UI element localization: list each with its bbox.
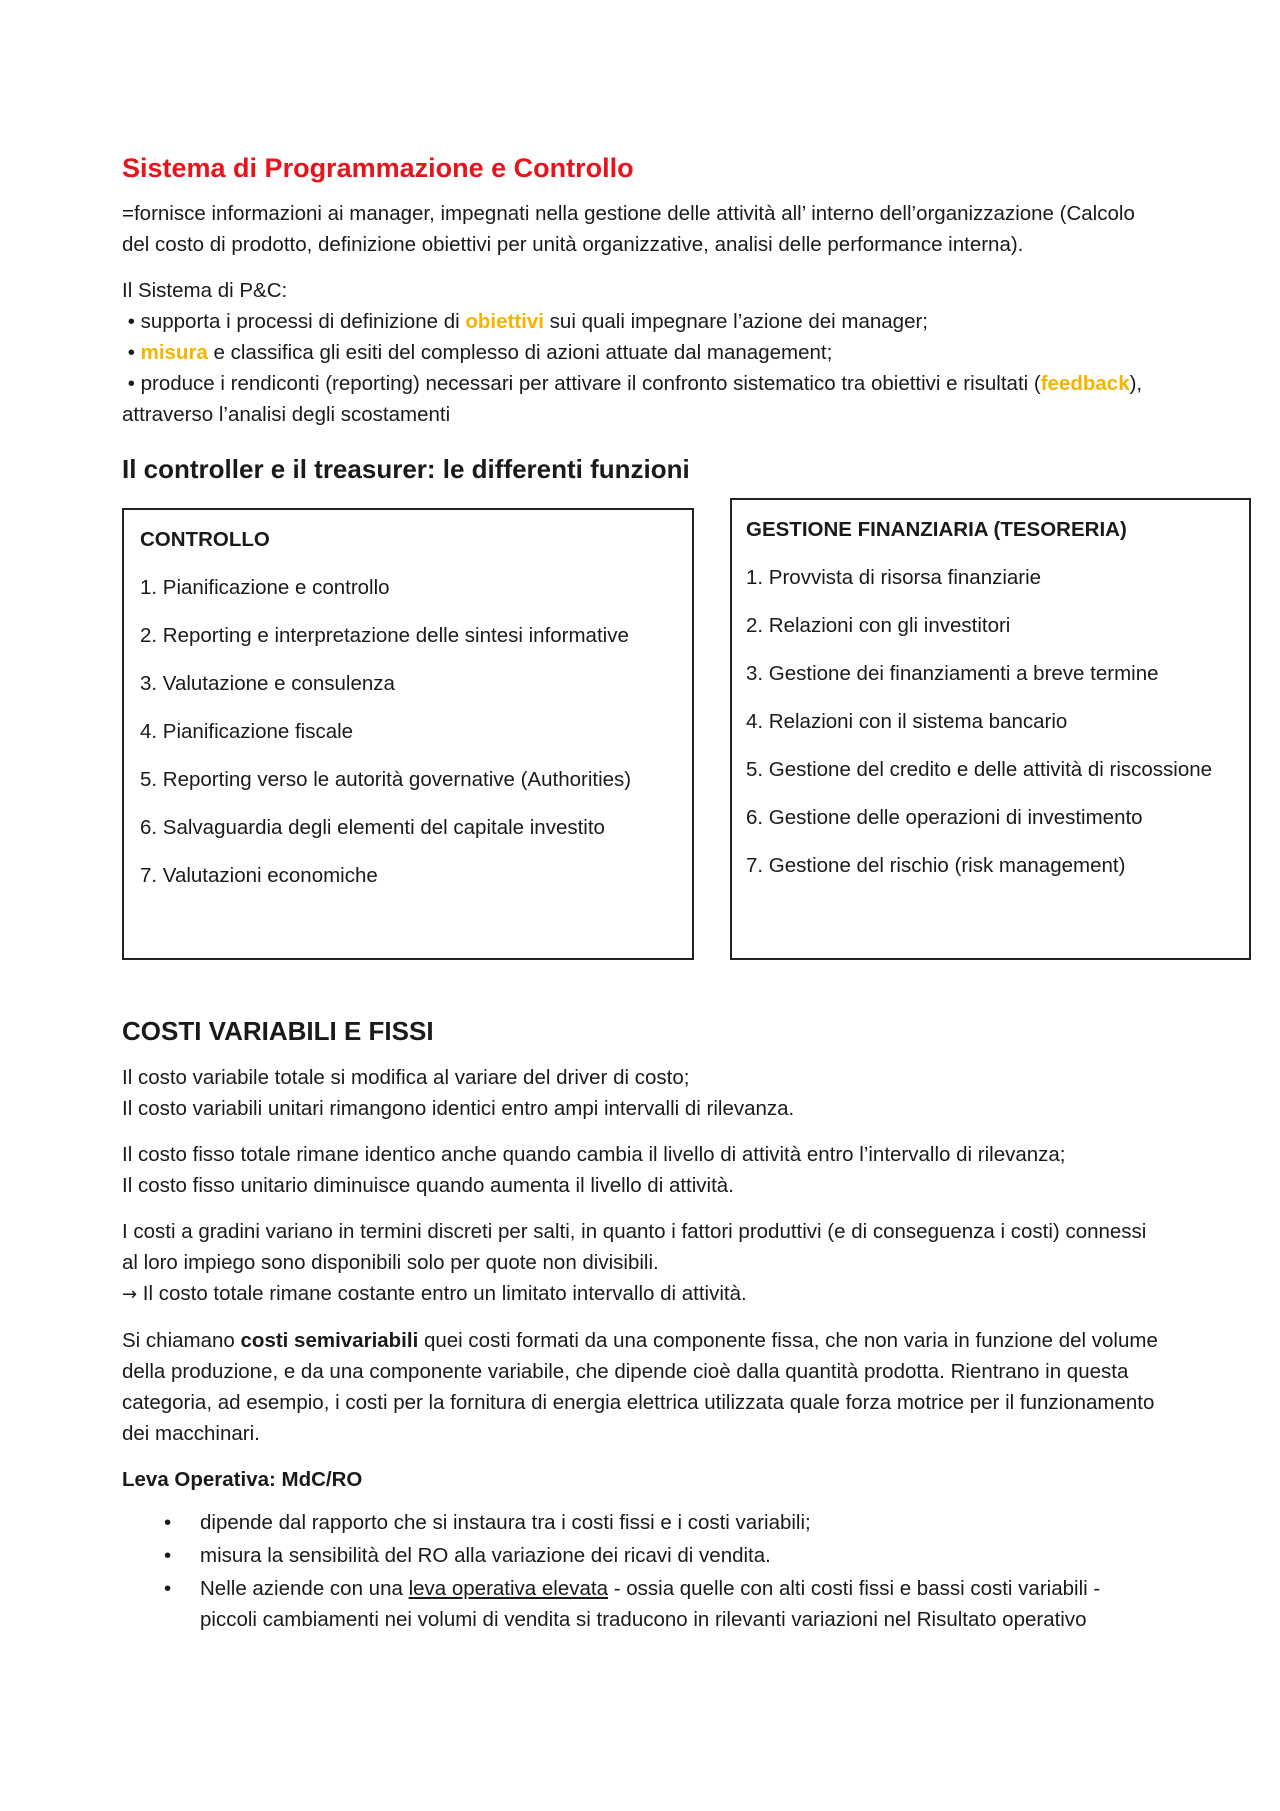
bullet-icon: •	[127, 341, 135, 364]
tesoreria-item: 1. Provvista di risorsa finanziarie	[746, 566, 1042, 589]
variabile-paragraph	[122, 1062, 1158, 1124]
tesoreria-item: 2. Relazioni con gli investitori	[746, 614, 1011, 637]
bullet-icon: •	[164, 1544, 172, 1567]
leva-item-1: dipende dal rapporto che si instaura tra i costi fissi e i costi variabili;	[200, 1511, 811, 1534]
bullet-icon: •	[127, 372, 135, 395]
fisso-line-2: Il costo fisso unitario diminuisce quando aumenta il livello di attività.	[122, 1174, 734, 1197]
controllo-item: 5. Reporting verso le autorità governative (Authorities)	[140, 768, 632, 791]
semi-pre: Si chiamano	[122, 1329, 241, 1352]
tesoreria-item: 3. Gestione dei finanziamenti a breve termine	[746, 662, 1159, 685]
tesoreria-title: GESTIONE FINANZIARIA (TESORERIA)	[746, 518, 1127, 541]
controllo-item: 2. Reporting e interpretazione delle sintesi informative	[140, 624, 629, 647]
bullet-icon: •	[164, 1511, 172, 1534]
highlight-misura: misura	[140, 341, 208, 364]
controllo-item: 1. Pianificazione e controllo	[140, 576, 390, 599]
controllo-title: CONTROLLO	[140, 528, 270, 551]
section-heading-functions: Il controller e il treasurer: le differenti funzioni	[122, 454, 690, 484]
document-page	[122, 150, 1213, 1637]
semi-post: quei costi formati da una componente fissa, che non varia in funzione del volume della produzione, e da una componente variabile, che dipende cioè dalla quantità prodotta. Rientrano in questa categoria, ad esempio, i costi per la fornitura di energia elettrica utilizzata quale forza motrice per il funzionamento dei macchinari.	[122, 1329, 1158, 1445]
controllo-item: 7. Valutazioni economiche	[140, 864, 378, 887]
bullet-icon: •	[127, 310, 135, 333]
semivariabili-paragraph	[122, 1325, 1158, 1449]
list-item	[122, 1540, 1158, 1571]
pc-item-1-pre: supporta i processi di definizione di	[140, 310, 466, 333]
tesoreria-item: 7. Gestione del rischio (risk management)	[746, 854, 1126, 877]
fisso-line-1: Il costo fisso totale rimane identico anche quando cambia il livello di attività entro l’intervallo di rilevanza;	[122, 1143, 1066, 1166]
leva-item-3-pre: Nelle aziende con una	[200, 1577, 409, 1600]
controllo-item: 4. Pianificazione fiscale	[140, 720, 354, 743]
section-heading-costi: COSTI VARIABILI E FISSI	[122, 1016, 434, 1046]
pc-heading: Il Sistema di P&C:	[122, 279, 288, 302]
pc-item-1-post: sui quali impegnare l’azione dei manager;	[543, 310, 929, 333]
page-title: Sistema di Programmazione e Controllo	[122, 153, 634, 183]
bullet-icon: •	[164, 1577, 172, 1600]
list-item	[122, 1573, 1158, 1635]
leva-list	[122, 1507, 1158, 1635]
pc-item-2-post: e classifica gli esiti del complesso di azioni attuate dal management;	[207, 341, 833, 364]
arrow-right-icon: →	[122, 1284, 138, 1305]
pc-item-3-post: ), attraverso l’analisi degli scostamenti	[122, 372, 1143, 426]
leva-item-3-post: - ossia quelle con alti costi fissi e bassi costi variabili - piccoli cambiamenti nei volumi di vendita si traducono in rilevanti variazioni nel Risultato operativo	[200, 1577, 1101, 1631]
gradini-text: I costi a gradini variano in termini discreti per salti, in quanto i fattori produttivi (e di conseguenza i costi) connessi al loro impiego sono disponibili solo per quote non divisibili.	[122, 1220, 1147, 1274]
tesoreria-box	[730, 498, 1251, 960]
pc-block	[122, 275, 1158, 430]
highlight-obiettivi: obiettivi	[465, 310, 544, 333]
gradini-conclusion: Il costo totale rimane costante entro un limitato intervallo di attività.	[137, 1282, 747, 1305]
variabile-line-2: Il costo variabili unitari rimangono identici entro ampi intervalli di rilevanza.	[122, 1097, 795, 1120]
highlight-feedback: feedback	[1040, 372, 1130, 395]
controllo-item: 6. Salvaguardia degli elementi del capitale investito	[140, 816, 605, 839]
semi-bold: costi semivariabili	[240, 1329, 419, 1352]
controllo-box	[122, 508, 694, 960]
fisso-paragraph	[122, 1139, 1158, 1201]
intro-paragraph: =fornisce informazioni ai manager, impegnati nella gestione delle attività all’ interno dell’organizzazione (Calcolo del costo di prodotto, definizione obiettivi per unità organizzative, analisi delle performance interna).	[122, 202, 1135, 256]
functions-comparison	[122, 498, 1213, 968]
pc-item-3-pre: produce i rendiconti (reporting) necessari per attivare il confronto sistematico tra obiettivi e risultati (	[140, 372, 1041, 395]
controllo-item: 3. Valutazione e consulenza	[140, 672, 395, 695]
leva-heading: Leva Operativa: MdC/RO	[122, 1468, 363, 1491]
tesoreria-item: 5. Gestione del credito e delle attività di riscossione	[746, 758, 1213, 781]
list-item	[122, 1507, 1158, 1538]
tesoreria-item: 4. Relazioni con il sistema bancario	[746, 710, 1068, 733]
variabile-line-1: Il costo variabile totale si modifica al variare del driver di costo;	[122, 1066, 690, 1089]
gradini-paragraph	[122, 1216, 1158, 1310]
tesoreria-item: 6. Gestione delle operazioni di investimento	[746, 806, 1143, 829]
leva-item-3-underline: leva operativa elevata	[408, 1577, 609, 1600]
leva-item-2: misura la sensibilità del RO alla variazione dei ricavi di vendita.	[200, 1544, 771, 1567]
